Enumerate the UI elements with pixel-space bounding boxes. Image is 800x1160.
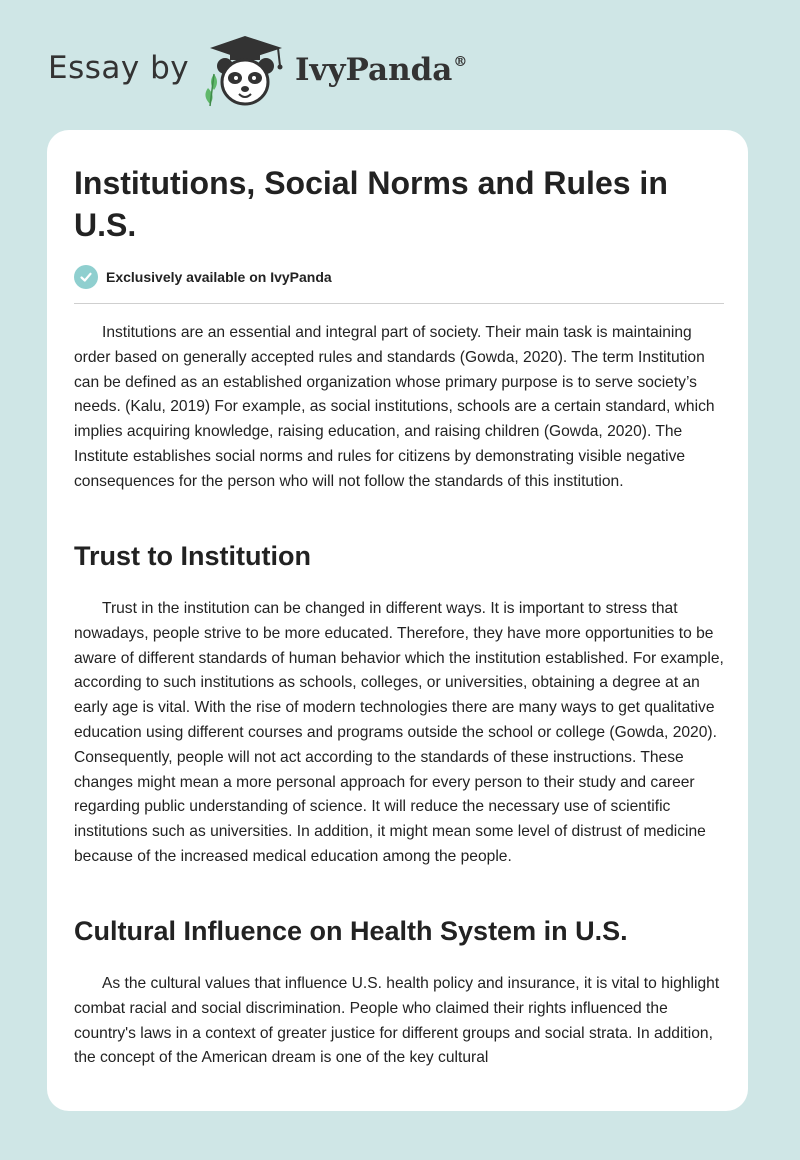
paragraph-trust: Trust in the institution can be changed in different ways. It is important to stress that nowadays, people strive to be more educated. Therefore, they have more opportunities to be aware of different standards of human behavior which the institution established. For example, according to such institutions as schools, colleges, or universities, obtaining a degree at an early age is vital. With the rise of modern technologies there are many ways to get qualitative education using different courses and programs outside the school or college (Gowda, 2020). Consequently, people will not act according to the standards of these instructions. These changes might mean a more personal approach for every person to their study and career regarding public understanding of science. It will reduce the necessary use of scientific institutions such as universities. In addition, it might mean some level of distrust of medicine because of the increased medical education among the people. — [74, 600, 724, 865]
essay-by-label: Essay by — [48, 50, 190, 86]
site-header — [0, 0, 800, 130]
registered-mark: ® — [453, 54, 468, 70]
heading-cultural-influence: Cultural Influence on Health System in U.S. — [74, 916, 628, 946]
brand-text: IvyPanda — [295, 52, 453, 88]
heading-trust-to-institution: Trust to Institution — [74, 541, 311, 571]
divider — [74, 303, 724, 304]
paragraph-cultural: As the cultural values that influence U.S. health policy and insurance, it is vital to highlight combat racial and social discrimination. People who claimed their rights influenced the country's laws in a context of greater justice for different groups and social strata. In addition, the concept of the American dream is one of the key cultural — [74, 975, 720, 1067]
paragraph-intro: Institutions are an essential and integral part of society. Their main task is maintaining order based on generally accepted rules and standards (Gowda, 2020). The term Institution can be defined as an established organization whose primary purpose is to serve society’s needs. (Kalu, 2019) For example, as social institutions, schools are a certain standard, which implies acquiring knowledge, raising education, and raising children (Gowda, 2020). The Institute establishes social norms and rules for citizens by demonstrating visible negative consequences for the person who will not follow the standards of this institution. — [74, 324, 715, 490]
exclusive-badge — [74, 264, 332, 290]
exclusive-label: Exclusively available on IvyPanda — [106, 269, 332, 285]
check-icon — [74, 265, 98, 289]
brand-name[interactable] — [295, 52, 467, 88]
article-title: Institutions, Social Norms and Rules in U.S. — [74, 165, 668, 243]
article-card — [47, 130, 748, 1111]
panda-logo-icon[interactable] — [200, 34, 290, 110]
